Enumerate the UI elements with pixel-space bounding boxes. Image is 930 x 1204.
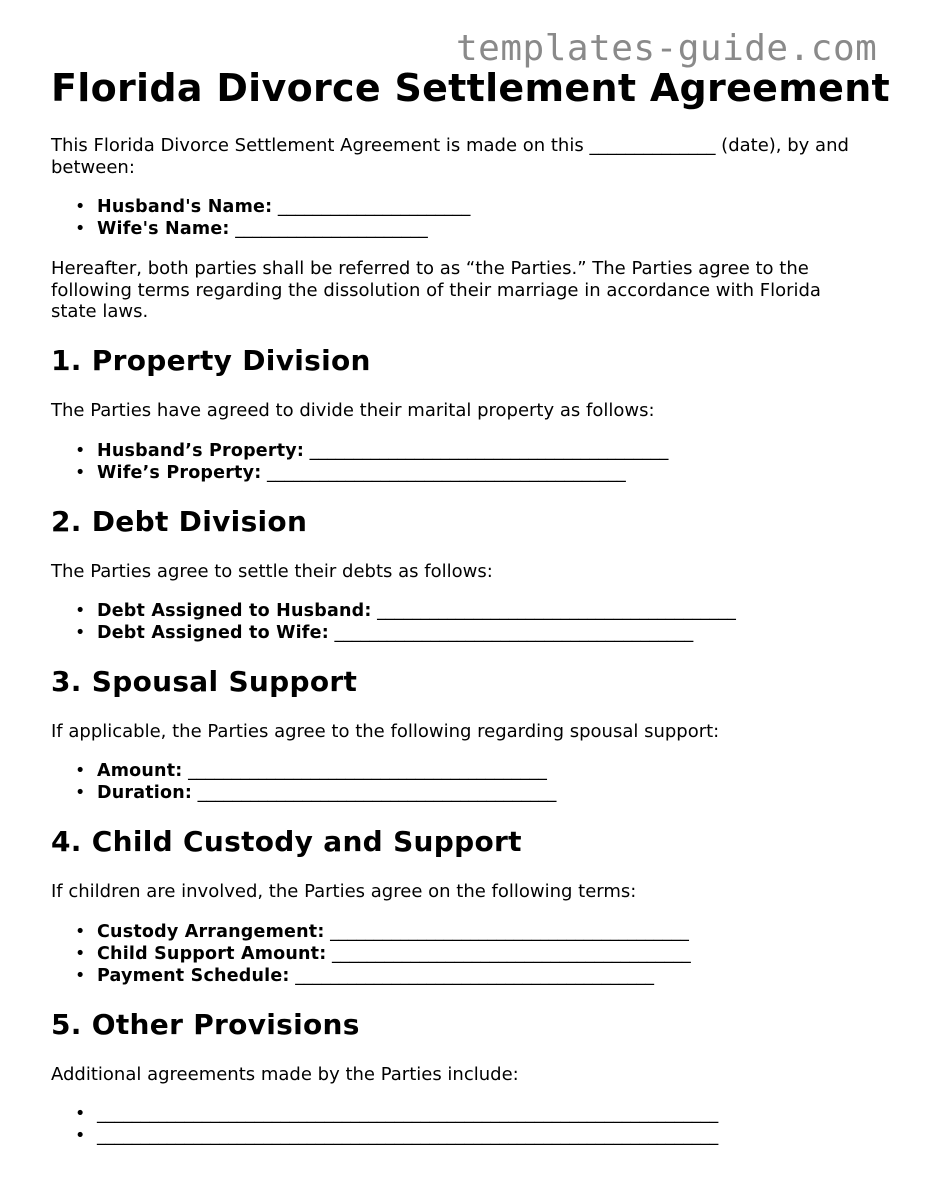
section-heading: 1. Property Division	[51, 344, 371, 377]
fill-blank[interactable]: _________________________________________	[295, 966, 654, 986]
list-item: • Payment Schedule: _________________________________________	[75, 966, 654, 986]
item-label: Debt Assigned to Wife:	[97, 623, 329, 643]
section-list	[51, 921, 691, 987]
section-list	[51, 440, 668, 484]
fill-blank[interactable]: _________________________________________	[334, 623, 694, 643]
fill-blank[interactable]: _________________________________________	[377, 601, 736, 621]
section-text: If applicable, the Parties agree to the following regarding spousal support:	[51, 721, 720, 742]
list-item: • Custody Arrangement: _________________________________________	[75, 922, 689, 942]
fill-blank[interactable]: _________________________________________	[197, 783, 557, 803]
fill-blank[interactable]: _______________________________________________________________________	[97, 1126, 719, 1146]
list-item: • Wife’s Property: _________________________________________	[75, 463, 626, 483]
list-item: • Debt Assigned to Wife: _________________________________________	[75, 623, 694, 643]
party-label: Husband's Name:	[97, 197, 273, 217]
fill-blank[interactable]: ______________________	[277, 197, 471, 217]
section-text: Additional agreements made by the Parties include:	[51, 1064, 519, 1085]
party-label: Wife's Name:	[97, 219, 230, 239]
section-text: If children are involved, the Parties agree on the following terms:	[51, 881, 637, 902]
list-item: • Debt Assigned to Husband: _________________________________________	[75, 601, 736, 621]
section-heading: 5. Other Provisions	[51, 1008, 360, 1041]
section-list	[51, 1103, 718, 1147]
item-label: Husband’s Property:	[97, 441, 305, 461]
hereafter-paragraph: Hereafter, both parties shall be referred to as “the Parties.” The Parties agree to the following terms regarding the dissolution of their marriage in accordance with Florida state laws.	[51, 258, 821, 322]
section-list	[51, 760, 556, 804]
fill-blank[interactable]: _________________________________________	[267, 463, 626, 483]
fill-blank[interactable]: _______________________________________________________________________	[97, 1104, 719, 1124]
list-item: • _______________________________________________________________________	[75, 1104, 719, 1124]
item-label: Child Support Amount:	[97, 944, 327, 964]
section-list	[51, 600, 736, 644]
section-heading: 2. Debt Division	[51, 505, 308, 538]
list-item: • _______________________________________________________________________	[75, 1126, 719, 1146]
item-label: Debt Assigned to Husband:	[97, 601, 372, 621]
item-label: Amount:	[97, 761, 183, 781]
item-label: Custody Arrangement:	[97, 922, 325, 942]
list-item: • Wife's Name: ______________________	[75, 219, 428, 239]
item-label: Payment Schedule:	[97, 966, 290, 986]
watermark-text: templates-guide.com	[456, 28, 878, 69]
fill-blank[interactable]: _________________________________________	[330, 922, 689, 942]
item-label: Duration:	[97, 783, 193, 803]
section-heading: 3. Spousal Support	[51, 665, 358, 698]
list-item: • Husband's Name: ______________________	[75, 197, 471, 217]
list-item: • Child Support Amount: _________________________________________	[75, 944, 691, 964]
list-item: • Husband’s Property: _________________________________________	[75, 441, 669, 461]
parties-list	[51, 196, 470, 240]
fill-blank[interactable]: _________________________________________	[309, 441, 669, 461]
page-title: Florida Divorce Settlement Agreement	[51, 66, 891, 110]
section-text: The Parties have agreed to divide their marital property as follows:	[51, 400, 655, 421]
section-text: The Parties agree to settle their debts as follows:	[51, 561, 493, 582]
list-item: • Amount: _________________________________________	[75, 761, 547, 781]
fill-blank[interactable]: ______________________	[235, 219, 428, 239]
section-heading: 4. Child Custody and Support	[51, 825, 522, 858]
intro-paragraph: This Florida Divorce Settlement Agreement is made on this ______________ (date), by and between:	[51, 135, 849, 178]
list-item: • Duration: _________________________________________	[75, 783, 557, 803]
fill-blank[interactable]: _________________________________________	[332, 944, 691, 964]
fill-blank[interactable]: _________________________________________	[188, 761, 547, 781]
item-label: Wife’s Property:	[97, 463, 262, 483]
